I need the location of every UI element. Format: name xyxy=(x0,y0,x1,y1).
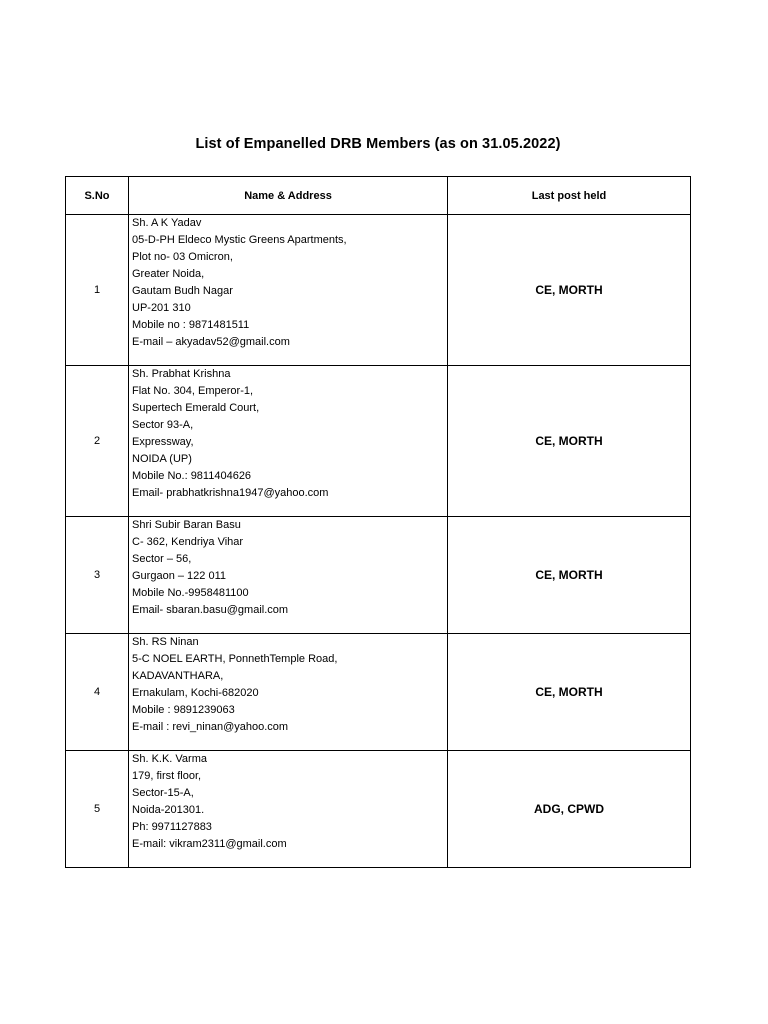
header-sno: S.No xyxy=(66,177,129,215)
header-last-post: Last post held xyxy=(448,177,691,215)
table-row xyxy=(66,517,691,634)
cell-sno: 1 xyxy=(66,215,129,366)
address-line: Sector 93-A, xyxy=(132,419,194,431)
address-line: Noida-201301. xyxy=(132,804,205,816)
address-line: Ph: 9971127883 xyxy=(132,821,212,833)
table-row xyxy=(66,634,691,751)
address-line: Gurgaon – 122 011 xyxy=(132,570,226,582)
address-line: 05-D-PH Eldeco Mystic Greens Apartments, xyxy=(132,234,347,246)
cell-name-address xyxy=(129,215,448,366)
address-line: Sh. K.K. Varma xyxy=(132,753,207,765)
cell-last-post: CE, MORTH xyxy=(448,215,691,366)
address-line: Mobile : 9891239063 xyxy=(132,704,235,716)
address-line: Sh. Prabhat Krishna xyxy=(132,368,231,380)
address-line: Shri Subir Baran Basu xyxy=(132,519,241,531)
address-line: Sh. A K Yadav xyxy=(132,217,202,229)
table-row xyxy=(66,751,691,868)
address-line: Sector-15-A, xyxy=(132,787,194,799)
address-line: Mobile No.: 9811404626 xyxy=(132,470,252,482)
address-line: Expressway, xyxy=(132,436,194,448)
header-name-address: Name & Address xyxy=(129,177,448,215)
address-line: Mobile no : 9871481511 xyxy=(132,319,250,331)
address-line: UP-201 310 xyxy=(132,302,191,314)
address-line: E-mail – akyadav52@gmail.com xyxy=(132,336,290,348)
address-line: Flat No. 304, Emperor-1, xyxy=(132,385,254,397)
address-line: Sector – 56, xyxy=(132,553,192,565)
address-line: E-mail: vikram2311@gmail.com xyxy=(132,838,287,850)
address-line: Plot no- 03 Omicron, xyxy=(132,251,233,263)
address-line: Sh. RS Ninan xyxy=(132,636,199,648)
members-table xyxy=(65,176,691,868)
cell-last-post: CE, MORTH xyxy=(448,517,691,634)
table-row xyxy=(66,215,691,366)
cell-name-address xyxy=(129,751,448,868)
address-line: C- 362, Kendriya Vihar xyxy=(132,536,244,548)
cell-sno: 4 xyxy=(66,634,129,751)
address-line: Mobile No.-9958481100 xyxy=(132,587,249,599)
address-line: Ernakulam, Kochi-682020 xyxy=(132,687,259,699)
cell-sno: 2 xyxy=(66,366,129,517)
table-header-row xyxy=(66,177,691,215)
address-line: E-mail : revi_ninan@yahoo.com xyxy=(132,721,289,733)
address-line: Supertech Emerald Court, xyxy=(132,402,260,414)
address-line: 5-C NOEL EARTH, PonnethTemple Road, xyxy=(132,653,338,665)
table-row xyxy=(66,366,691,517)
address-line: Gautam Budh Nagar xyxy=(132,285,233,297)
address-line: Greater Noida, xyxy=(132,268,205,280)
address-line: Email- prabhatkrishna1947@yahoo.com xyxy=(132,487,329,499)
page-title: List of Empanelled DRB Members (as on 31.05.2022) xyxy=(195,136,561,152)
cell-name-address xyxy=(129,366,448,517)
cell-name-address xyxy=(129,634,448,751)
address-line: KADAVANTHARA, xyxy=(132,670,224,682)
cell-name-address xyxy=(129,517,448,634)
cell-last-post: CE, MORTH xyxy=(448,634,691,751)
address-line: Email- sbaran.basu@gmail.com xyxy=(132,604,289,616)
address-line: 179, first floor, xyxy=(132,770,202,782)
cell-last-post: CE, MORTH xyxy=(448,366,691,517)
cell-sno: 3 xyxy=(66,517,129,634)
cell-sno: 5 xyxy=(66,751,129,868)
cell-last-post: ADG, CPWD xyxy=(448,751,691,868)
address-line: NOIDA (UP) xyxy=(132,453,192,465)
